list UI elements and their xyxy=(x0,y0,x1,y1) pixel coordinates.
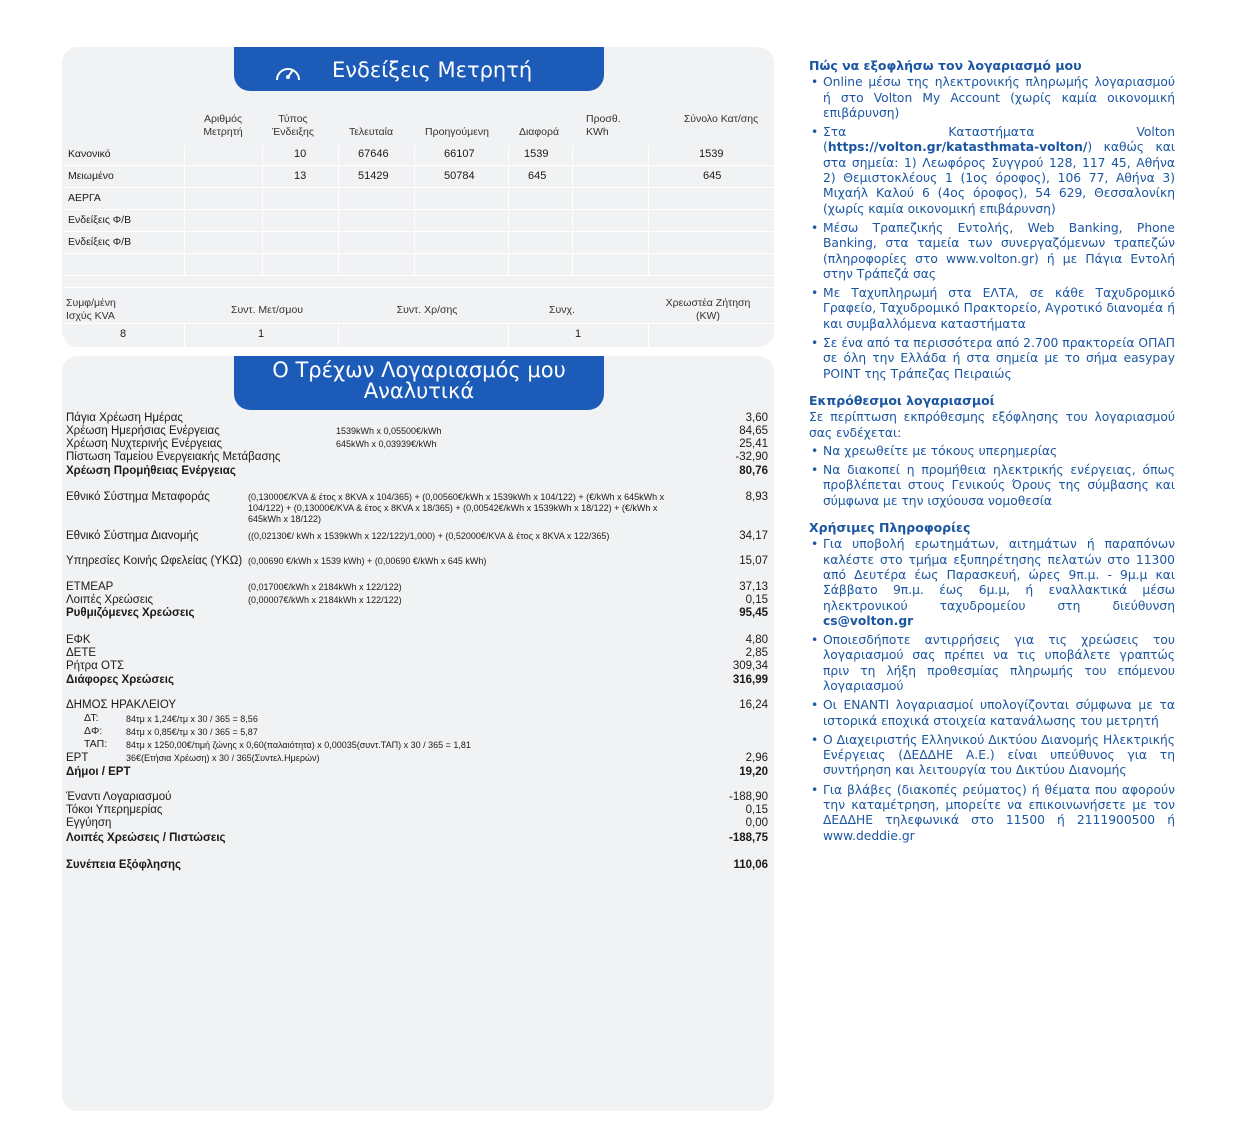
tax-calc: 84τμ x 1250,00€/τιμή ζώνης x 0,60(παλαιότητα) x 0,00035(συντ.ΤΑΠ) x 30 / 365 = 1,81 xyxy=(126,740,471,750)
contact-text: Για υποβολή ερωτημάτων, αιτημάτων ή παραπόνων καλέστε στο τμήμα εξυπηρέτησης πελατών στο 11300 από Δευτέρα έως Παρασκευή, ώρες 9π.μ. - 9μ.μ και Σάββατο 9π.μ. έως 6μ.μ, ή εναλλακτικά μέσω ηλεκτρονικού ταχυδρομείου στη διεύθυνση xyxy=(823,537,1175,613)
cell-previous: 50784 xyxy=(444,170,475,182)
charge-calc: 1539kWh x 0,05500€/kWh xyxy=(336,426,442,436)
charge-label: ΕΤΜΕΑΡ xyxy=(66,581,114,593)
cell-last: 51429 xyxy=(358,170,389,182)
col-header-diff: Διαφορά xyxy=(518,126,560,138)
tax-code: ΔΦ: xyxy=(84,725,103,737)
charge-label: Πίστωση Ταμείου Ενεργειακής Μετάβασης xyxy=(66,451,281,463)
grand-total-amount: 110,06 xyxy=(733,859,768,871)
store-post: ) καθώς και στα σημεία: 1) Λεωφόρος Συγγρού 128, 117 45, Αθήνα 2) Θεμιστοκλέους 1 (1ος όροφος), 106 77, Αθήνα 3) Μιχαήλ Καλού 6 (4ος όροφος), 54 629, Θεσσαλονίκη (χωρίς καμία οικονομική επιβάρυνση) xyxy=(823,140,1175,216)
charge-amount: 37,13 xyxy=(739,581,768,593)
charge-calc: (0,13000€/KVA & έτος x 8KVA x 104/365) + (0,00560€/kWh x 1539kWh x 104/122) + (€/kWh x 645kWh x 104/122) + (0,13000€/KVA & έτος x 8KVA x 18/365) + (0,00542€/kWh x 1539kWh x 18/122) + (€/kWh x 645kWh x 18/122) xyxy=(248,492,665,524)
cell-diff: 1539 xyxy=(524,148,549,160)
table-row xyxy=(62,189,774,210)
charge-label: Λοιπές Χρεώσεις xyxy=(66,594,154,606)
cell-total: 645 xyxy=(703,170,722,182)
payment-title: Πώς να εξοφλήσω τον λογαριασμό μου xyxy=(809,58,1082,73)
charge-label: Υπηρεσίες Κοινής Ωφελείας (ΥΚΩ) xyxy=(66,555,243,567)
divider xyxy=(262,145,263,276)
charge-label: Πάγια Χρέωση Ημέρας xyxy=(66,412,183,424)
charge-label: ΕΦΚ xyxy=(66,634,91,646)
tax-code: ΤΑΠ: xyxy=(84,738,108,750)
cell-last: 67646 xyxy=(358,148,389,160)
subtotal-amount: 316,99 xyxy=(732,674,768,686)
subtotal-amount: 19,20 xyxy=(739,766,768,778)
power-value: 8 xyxy=(120,328,127,340)
account-title-line2: Αναλυτικά xyxy=(363,379,475,403)
meter-readings-banner xyxy=(234,47,604,91)
divider xyxy=(62,323,774,324)
divider xyxy=(62,287,774,288)
charge-label: Έναντι Λογαριασμού xyxy=(66,791,172,803)
list-item: • Σε ένα από τα περισσότερα από 2.700 πρακτορεία ΟΠΑΠ σε όλη την Ελλάδα ή στα σημεία με το σήμα easypay POINT της Τράπεζας Πειραιώς xyxy=(809,336,1175,382)
row-label: Ενδείξεις Φ/Β xyxy=(68,214,132,226)
row-label: Κανονικό xyxy=(68,148,111,160)
account-details-panel xyxy=(62,356,774,1111)
divider xyxy=(338,145,339,276)
subtotal-label: Χρέωση Προμήθειας Ενέργειας xyxy=(66,465,236,477)
charge-amount: 84,65 xyxy=(739,425,768,437)
charge-label: Τόκοι Υπερημερίας xyxy=(66,804,163,816)
divider xyxy=(508,323,509,347)
useful-section xyxy=(809,520,1175,844)
col-header-meter-coef: Συντ. Μετ/σμου xyxy=(230,304,304,316)
charge-amount: 34,17 xyxy=(739,530,768,542)
cell-type: 13 xyxy=(294,170,307,182)
charge-amount: 0,00 xyxy=(745,817,768,829)
list-item: • Online μέσω της ηλεκτρονικής πληρωμής λογαριασμού ή στο Volton My Account (χωρίς καμία οικονομική επιβάρυνση) xyxy=(809,75,1175,121)
coinc-value: 1 xyxy=(575,328,582,340)
account-details-banner xyxy=(234,356,604,410)
subtotal-amount: 95,45 xyxy=(739,607,768,619)
table-row xyxy=(62,211,774,232)
table-row xyxy=(62,145,774,166)
subtotal-label: Δήμοι / ΕΡΤ xyxy=(66,766,131,778)
charge-amount: 0,15 xyxy=(745,804,768,816)
subtotal-label: Διάφορες Χρεώσεις xyxy=(66,674,174,686)
charge-label: ΔΗΜΟΣ ΗΡΑΚΛΕΙΟΥ xyxy=(66,699,177,711)
subtotal-label: Λοιπές Χρεώσεις / Πιστώσεις xyxy=(66,832,226,844)
list-item xyxy=(809,537,1175,629)
late-section xyxy=(809,393,1175,509)
divider xyxy=(184,145,185,276)
divider xyxy=(572,145,573,276)
charge-label: Ρήτρα ΟΤΣ xyxy=(66,660,125,672)
tax-calc: 84τμ x 0,85€/τμ x 30 / 365 = 5,87 xyxy=(126,727,258,737)
charge-label: Χρέωση Ημερήσιας Ενέργειας xyxy=(66,425,220,437)
charge-label: Εθνικό Σύστημα Διανομής xyxy=(66,530,199,542)
charge-label: ΕΡΤ xyxy=(66,752,89,764)
cell-type: 10 xyxy=(294,148,307,160)
col-header-demand: Χρεωστέα Ζήτηση (KW) xyxy=(665,297,751,322)
charge-calc: ((0,02130€/ kWh x 1539kWh x 122/122)/1,000) + (0,52000€/KVA & έτος x 8KVA x 122/365) xyxy=(248,531,610,541)
cell-previous: 66107 xyxy=(444,148,475,160)
table-row xyxy=(62,255,774,276)
meter-coef-value: 1 xyxy=(258,328,265,340)
row-label: Ενδείξεις Φ/Β xyxy=(68,236,132,248)
info-column xyxy=(809,58,1175,855)
charge-calc: 36€(Ετήσια Χρέωση) x 30 / 365(Συντελ.Ημερών) xyxy=(126,753,320,763)
charge-label: Χρέωση Νυχτερινής Ενέργειας xyxy=(66,438,222,450)
divider xyxy=(648,323,649,347)
charge-label: Εγγύηση xyxy=(66,817,112,829)
email-link[interactable]: cs@volton.gr xyxy=(823,613,914,628)
charge-amount: 15,07 xyxy=(739,555,768,567)
col-header-meter-no: Αριθμός Μετρητή xyxy=(203,113,243,138)
charge-calc: (0,01700€/kWh x 2184kWh x 122/122) xyxy=(248,582,402,592)
list-item: • Οι ΕΝΑΝΤΙ λογαριασμοί υπολογίζονται σύμφωνα με τα ιστορικά εποχικά στοιχεία κατανάλωσης του μετρητή xyxy=(809,698,1175,729)
tax-calc: 84τμ x 1,24€/τμ x 30 / 365 = 8,56 xyxy=(126,714,258,724)
grand-total-label: Συνέπεια Εξόφλησης xyxy=(66,859,181,871)
col-header-last: Τελευταία xyxy=(348,126,394,138)
row-label: ΑΕΡΓΑ xyxy=(68,192,101,204)
subtotal-amount: -188,75 xyxy=(728,832,768,844)
table-row xyxy=(62,233,774,254)
charge-amount: -188,90 xyxy=(728,791,768,803)
charge-amount: 25,41 xyxy=(739,438,768,450)
subtotal-amount: 80,76 xyxy=(739,465,768,477)
late-title: Εκπρόθεσμοι λογαριασμοί xyxy=(809,392,995,408)
divider xyxy=(338,323,339,347)
col-header-added-kwh: Προσθ. KWh xyxy=(586,113,621,138)
divider xyxy=(184,323,185,347)
divider xyxy=(414,145,415,276)
col-header-usage-coef: Συντ. Χρ/σης xyxy=(396,304,458,316)
meter-readings-title: Ενδείξεις Μετρητή xyxy=(332,58,533,82)
charge-amount: 2,85 xyxy=(745,647,768,659)
list-item xyxy=(809,125,1175,217)
list-item: • Για βλάβες (διακοπές ρεύματος) ή θέματα που αφορούν την καταμέτρηση, μπορείτε να επικοινωνήσετε με τον ΔΕΔΔΗΕ τηλεφωνικά στο 11500 ή 2111900500 ή www.deddie.gr xyxy=(809,783,1175,844)
col-header-coinc: Συνχ. xyxy=(549,304,575,316)
meter-readings-panel xyxy=(62,47,774,347)
list-item: • Να χρεωθείτε με τόκους υπερημερίας xyxy=(809,444,1175,459)
charge-label: ΔΕΤΕ xyxy=(66,647,97,659)
charge-label: Εθνικό Σύστημα Μεταφοράς xyxy=(66,491,210,503)
charge-calc: (0,00007€/kWh x 2184kWh x 122/122) xyxy=(248,595,402,605)
account-title-line1: Ο Τρέχων Λογαριασμός μου xyxy=(272,358,566,382)
payment-section xyxy=(809,58,1175,382)
divider xyxy=(508,145,509,276)
list-item: • Με Ταχυπληρωμή στα ΕΛΤΑ, σε κάθε Ταχυδρομικό Γραφείο, Ταχυδρομικό Πρακτορείο, Αγροτικό διανομέα ή και συμβαλλόμενα καταστήματα xyxy=(809,286,1175,332)
col-header-previous: Προηγούμενη xyxy=(425,126,489,138)
stores-link[interactable]: https://volton.gr/katasthmata-volton/ xyxy=(827,140,1088,155)
subtotal-label: Ρυθμιζόμενες Χρεώσεις xyxy=(66,607,195,619)
list-item: • Ο Διαχειριστής Ελληνικού Δικτύου Διανομής Ηλεκτρικής Ενέργειας (ΔΕΔΔΗΕ Α.Ε.) είναι υπεύθυνος για τη συντήρηση και λειτουργία του Δικτύου Διανομής xyxy=(809,733,1175,779)
store-pre: Στα Καταστήματα Volton ( xyxy=(823,125,1175,155)
tax-code: ΔΤ: xyxy=(84,712,99,724)
col-header-power: Συμφ/μένη Ισχύς KVA xyxy=(66,297,116,322)
cell-total: 1539 xyxy=(699,148,724,160)
col-header-total: Σύνολο Κατ/σης xyxy=(683,113,759,125)
list-item: • Να διακοπεί η προμήθεια ηλεκτρικής ενέργειας, όπως προβλέπεται στους Γενικούς Όρους της σύμβασης και σύμφωνα με την ισχύουσα νομοθεσία xyxy=(809,463,1175,509)
late-intro: Σε περίπτωση εκπρόθεσμης εξόφλησης του λογαριασμού σας ενδέχεται: xyxy=(809,410,1175,440)
useful-title: Χρήσιμες Πληροφορίες xyxy=(809,520,971,536)
charge-amount: 16,24 xyxy=(739,699,768,711)
charge-amount: 0,15 xyxy=(745,594,768,606)
cell-diff: 645 xyxy=(528,170,547,182)
divider xyxy=(648,145,649,276)
charge-amount: 3,60 xyxy=(745,412,768,424)
charge-amount: 2,96 xyxy=(745,752,768,764)
gauge-icon xyxy=(274,61,302,83)
charge-amount: 309,34 xyxy=(732,660,768,672)
list-item: • Οποιεσδήποτε αντιρρήσεις για τις χρεώσεις του λογαριασμού σας πρέπει να τις υποβάλετε γραπτώς πριν τη λήξη προθεσμίας πληρωμής του επόμενου λογαριασμού xyxy=(809,633,1175,694)
charge-calc: 645kWh x 0,03939€/kWh xyxy=(336,439,437,449)
charge-amount: -32,90 xyxy=(735,451,768,463)
row-label: Μειωμένο xyxy=(68,170,114,182)
charge-amount: 4,80 xyxy=(745,634,768,646)
charge-calc: (0,00690 €/kWh x 1539 kWh) + (0,00690 €/kWh x 645 kWh) xyxy=(248,556,487,566)
col-header-type: Τύπος Ένδειξης xyxy=(272,113,314,138)
table-row xyxy=(62,167,774,188)
charge-amount: 8,93 xyxy=(745,491,768,503)
list-item: • Μέσω Τραπεζικής Εντολής, Web Banking, Phone Banking, στα ταμεία των συνεργαζόμενων τραπεζών (πληροφορίες στο www.volton.gr) ή με Πάγια Εντολή στην Τράπεζά σας xyxy=(809,221,1175,282)
